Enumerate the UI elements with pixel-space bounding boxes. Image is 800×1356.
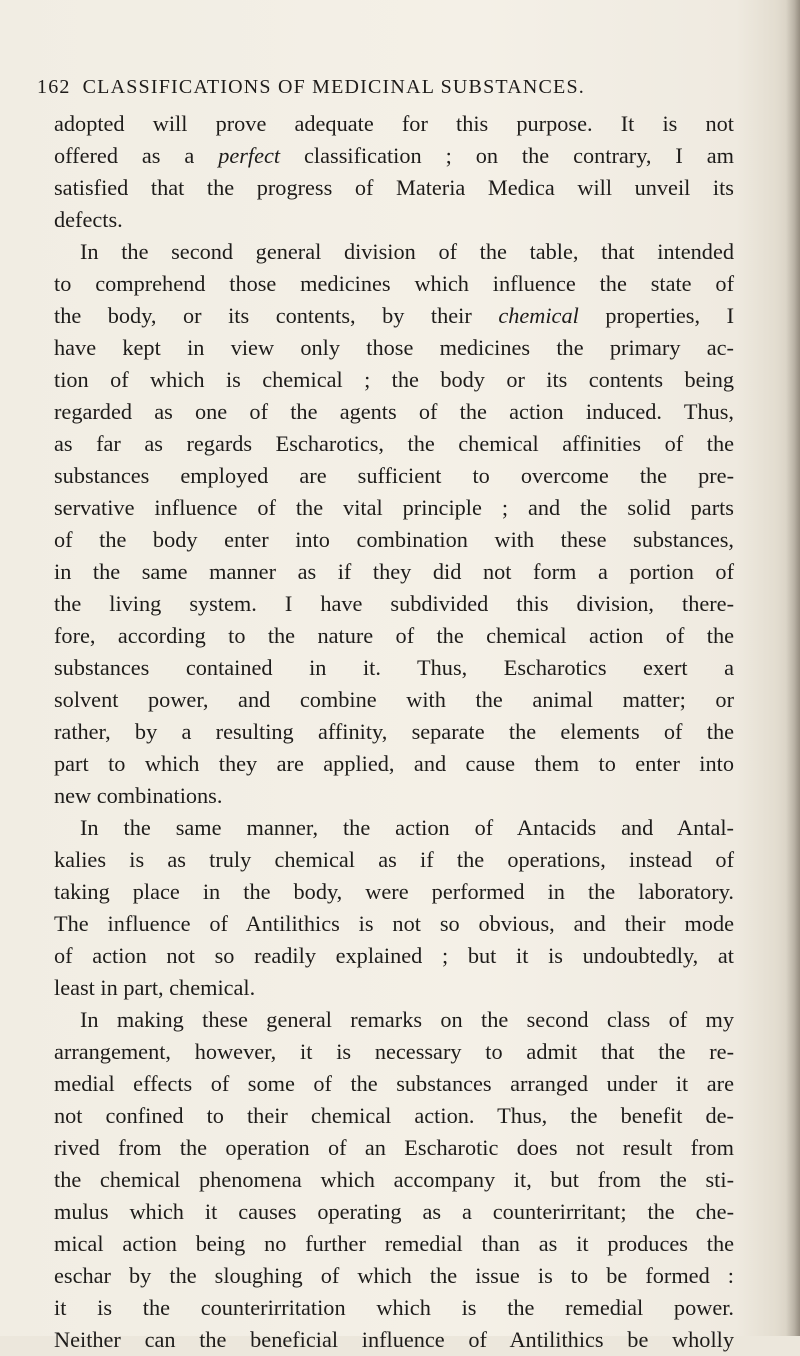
- text-line-9: tion of which is chemical ; the body or its contents being: [54, 367, 734, 392]
- text-line-7: the body, or its contents, by their chemical properties, I: [54, 303, 734, 328]
- text-line-39: Neither can the beneficial influence of Antilithics be wholly: [54, 1327, 734, 1352]
- text-line-15: in the same manner as if they did not form a portion of: [54, 559, 734, 584]
- text-line-34: the chemical phenomena which accompany it, but from the sti-: [54, 1167, 734, 1192]
- italic-emphasis: chemical: [498, 303, 579, 328]
- text-line-17: fore, according to the nature of the chemical action of the: [54, 623, 734, 648]
- text-line-30: arrangement, however, it is necessary to admit that the re-: [54, 1039, 734, 1064]
- running-head: [37, 76, 707, 99]
- text-line-13: servative influence of the vital principle ; and the solid parts: [54, 495, 734, 520]
- text-line-4: defects.: [54, 207, 123, 232]
- text-line-33: rived from the operation of an Escharotic does not result from: [54, 1135, 734, 1160]
- text-line-32: not confined to their chemical action. Thus, the benefit de-: [54, 1103, 734, 1128]
- text-line-1: adopted will prove adequate for this purpose. It is not: [54, 111, 734, 136]
- text-line-16: the living system. I have subdivided this division, there-: [54, 591, 734, 616]
- text-line-5: In the second general division of the table, that intended: [80, 239, 734, 264]
- text-line-28: least in part, chemical.: [54, 975, 256, 1000]
- text-line-6: to comprehend those medicines which influence the state of: [54, 271, 734, 296]
- text-line-18: substances contained in it. Thus, Escharotics exert a: [54, 655, 734, 680]
- text-line-22: new combinations.: [54, 783, 223, 808]
- text-line-36: mical action being no further remedial than as it produces the: [54, 1231, 734, 1256]
- text-line-38: it is the counterirritation which is the remedial power.: [54, 1295, 734, 1320]
- page-edge-shadow: [786, 0, 800, 1336]
- page-number: 162: [37, 76, 71, 98]
- text-line-10: regarded as one of the agents of the action induced. Thus,: [54, 399, 734, 424]
- text-line-37: eschar by the sloughing of which the issue is to be formed :: [54, 1263, 734, 1288]
- text-line-2: offered as a perfect classification ; on the contrary, I am: [54, 143, 734, 168]
- text-line-11: as far as regards Escharotics, the chemical affinities of the: [54, 431, 734, 456]
- body-text: [54, 108, 734, 1356]
- text-line-12: substances employed are sufficient to overcome the pre-: [54, 463, 734, 488]
- text-line-23: In the same manner, the action of Antacids and Antal-: [80, 815, 734, 840]
- text-line-21: part to which they are applied, and cause them to enter into: [54, 751, 734, 776]
- italic-emphasis: perfect: [218, 143, 281, 168]
- text-line-26: The influence of Antilithics is not so obvious, and their mode: [54, 911, 734, 936]
- text-line-35: mulus which it causes operating as a counterirritant; the che-: [54, 1199, 734, 1224]
- running-title: CLASSIFICATIONS OF MEDICINAL SUBSTANCES.: [82, 76, 585, 98]
- text-line-3: satisfied that the progress of Materia Medica will unveil its: [54, 175, 734, 200]
- text-line-31: medial effects of some of the substances arranged under it are: [54, 1071, 734, 1096]
- text-line-29: In making these general remarks on the second class of my: [80, 1007, 734, 1032]
- text-line-20: rather, by a resulting affinity, separate the elements of the: [54, 719, 734, 744]
- text-line-25: taking place in the body, were performed in the laboratory.: [54, 879, 734, 904]
- text-line-8: have kept in view only those medicines the primary ac-: [54, 335, 734, 360]
- text-line-27: of action not so readily explained ; but it is undoubtedly, at: [54, 943, 734, 968]
- text-line-24: kalies is as truly chemical as if the operations, instead of: [54, 847, 734, 872]
- text-line-14: of the body enter into combination with these substances,: [54, 527, 734, 552]
- text-line-19: solvent power, and combine with the animal matter; or: [54, 687, 734, 712]
